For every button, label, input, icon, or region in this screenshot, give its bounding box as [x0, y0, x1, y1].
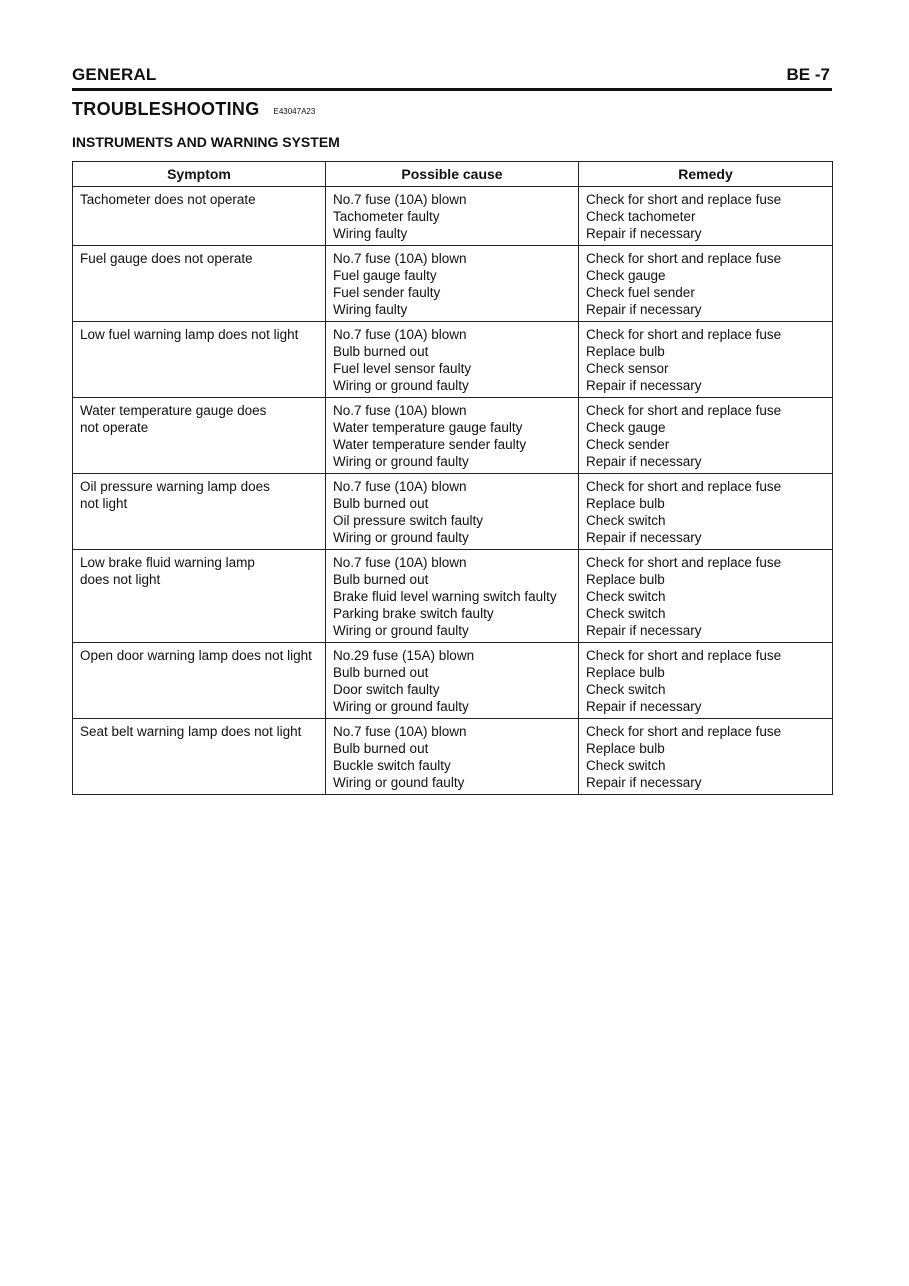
remedy-line: Check sensor — [586, 361, 669, 376]
section-subtitle: INSTRUMENTS AND WARNING SYSTEM — [72, 134, 340, 150]
troubleshooting-table — [72, 161, 833, 795]
remedy-line: Replace bulb — [586, 344, 665, 359]
column-header-remedy: Remedy — [579, 162, 833, 187]
remedy-line: Repair if necessary — [586, 623, 702, 638]
remedy-line: Check switch — [586, 513, 666, 528]
symptom-line: Oil pressure warning lamp does — [80, 479, 270, 494]
cause-line: No.7 fuse (10A) blown — [333, 403, 467, 418]
cause-line: No.7 fuse (10A) blown — [333, 327, 467, 342]
page-number: BE -7 — [786, 65, 830, 84]
remedy-line: Check for short and replace fuse — [586, 327, 782, 342]
remedy-line: Check switch — [586, 589, 666, 604]
remedy-cell — [579, 398, 833, 474]
symptom-cell — [73, 474, 326, 550]
cause-line: Wiring or ground faulty — [333, 530, 469, 545]
remedy-line: Replace bulb — [586, 572, 665, 587]
remedy-cell — [579, 643, 833, 719]
cause-line: Wiring or ground faulty — [333, 378, 469, 393]
remedy-line: Replace bulb — [586, 496, 665, 511]
table-row — [73, 322, 833, 398]
cause-cell — [326, 474, 579, 550]
remedy-line: Check gauge — [586, 420, 666, 435]
remedy-line: Check tachometer — [586, 209, 696, 224]
remedy-line: Check switch — [586, 758, 666, 773]
symptom-line: Water temperature gauge does — [80, 403, 267, 418]
cause-cell — [326, 643, 579, 719]
symptom-line: does not light — [80, 572, 161, 587]
remedy-line: Check for short and replace fuse — [586, 648, 782, 663]
cause-line: No.7 fuse (10A) blown — [333, 555, 467, 570]
remedy-line: Check fuel sender — [586, 285, 695, 300]
table-row — [73, 187, 833, 246]
cause-cell — [326, 550, 579, 643]
cause-line: Buckle switch faulty — [333, 758, 451, 773]
symptom-cell — [73, 719, 326, 795]
cause-line: Water temperature gauge faulty — [333, 420, 523, 435]
remedy-line: Check gauge — [586, 268, 666, 283]
remedy-line: Check for short and replace fuse — [586, 724, 782, 739]
table-row — [73, 550, 833, 643]
cause-line: No.7 fuse (10A) blown — [333, 724, 467, 739]
symptom-cell — [73, 322, 326, 398]
symptom-cell — [73, 550, 326, 643]
cause-line: Wiring faulty — [333, 302, 408, 317]
remedy-cell — [579, 246, 833, 322]
symptom-cell — [73, 643, 326, 719]
column-header-symptom: Symptom — [73, 162, 326, 187]
symptom-cell — [73, 187, 326, 246]
page-header — [72, 64, 832, 91]
symptom-line: Low fuel warning lamp does not light — [80, 327, 299, 342]
remedy-line: Repair if necessary — [586, 699, 702, 714]
symptom-line: Seat belt warning lamp does not light — [80, 724, 302, 739]
title-code: E43047A23 — [273, 107, 316, 116]
remedy-cell — [579, 187, 833, 246]
remedy-cell — [579, 719, 833, 795]
cause-line: Wiring or ground faulty — [333, 699, 469, 714]
cause-line: Brake fluid level warning switch faulty — [333, 589, 557, 604]
symptom-line: not light — [80, 496, 128, 511]
section-title: GENERAL — [72, 65, 157, 84]
remedy-cell — [579, 550, 833, 643]
symptom-cell — [73, 246, 326, 322]
remedy-cell — [579, 474, 833, 550]
cause-line: Tachometer faulty — [333, 209, 440, 224]
table-row — [73, 398, 833, 474]
remedy-line: Repair if necessary — [586, 378, 702, 393]
table-row — [73, 643, 833, 719]
cause-line: Door switch faulty — [333, 682, 440, 697]
cause-line: No.29 fuse (15A) blown — [333, 648, 475, 663]
remedy-line: Replace bulb — [586, 741, 665, 756]
cause-line: Bulb burned out — [333, 496, 429, 511]
remedy-line: Check for short and replace fuse — [586, 555, 782, 570]
symptom-line: Fuel gauge does not operate — [80, 251, 253, 266]
cause-line: Wiring or ground faulty — [333, 623, 469, 638]
remedy-line: Repair if necessary — [586, 226, 702, 241]
cause-line: Bulb burned out — [333, 572, 429, 587]
symptom-line: Low brake fluid warning lamp — [80, 555, 255, 570]
table-body — [73, 187, 833, 795]
remedy-line: Repair if necessary — [586, 454, 702, 469]
cause-line: Bulb burned out — [333, 665, 429, 680]
cause-cell — [326, 398, 579, 474]
symptom-line: Open door warning lamp does not light — [80, 648, 312, 663]
remedy-line: Check for short and replace fuse — [586, 403, 782, 418]
title-text: TROUBLESHOOTING — [72, 99, 260, 119]
symptom-cell — [73, 398, 326, 474]
cause-line: No.7 fuse (10A) blown — [333, 192, 467, 207]
remedy-line: Check switch — [586, 606, 666, 621]
cause-line: Fuel level sensor faulty — [333, 361, 472, 376]
cause-line: Parking brake switch faulty — [333, 606, 494, 621]
cause-line: Wiring or gound faulty — [333, 775, 465, 790]
remedy-line: Check sender — [586, 437, 670, 452]
table-row — [73, 719, 833, 795]
table-row — [73, 246, 833, 322]
remedy-cell — [579, 322, 833, 398]
cause-line: No.7 fuse (10A) blown — [333, 479, 467, 494]
cause-line: Wiring or ground faulty — [333, 454, 469, 469]
cause-line: Water temperature sender faulty — [333, 437, 527, 452]
remedy-line: Check switch — [586, 682, 666, 697]
table-row — [73, 474, 833, 550]
cause-cell — [326, 322, 579, 398]
cause-line: Bulb burned out — [333, 344, 429, 359]
remedy-line: Check for short and replace fuse — [586, 479, 782, 494]
remedy-line: Check for short and replace fuse — [586, 192, 782, 207]
cause-line: Oil pressure switch faulty — [333, 513, 484, 528]
remedy-line: Replace bulb — [586, 665, 665, 680]
cause-cell — [326, 246, 579, 322]
remedy-line: Repair if necessary — [586, 530, 702, 545]
remedy-line: Repair if necessary — [586, 302, 702, 317]
column-header-cause: Possible cause — [326, 162, 579, 187]
cause-line: Bulb burned out — [333, 741, 429, 756]
page-title — [72, 99, 315, 120]
remedy-line: Check for short and replace fuse — [586, 251, 782, 266]
cause-cell — [326, 719, 579, 795]
cause-cell — [326, 187, 579, 246]
symptom-line: Tachometer does not operate — [80, 192, 256, 207]
cause-line: Fuel gauge faulty — [333, 268, 437, 283]
cause-line: Wiring faulty — [333, 226, 408, 241]
cause-line: No.7 fuse (10A) blown — [333, 251, 467, 266]
table-header-row — [73, 162, 833, 187]
remedy-line: Repair if necessary — [586, 775, 702, 790]
symptom-line: not operate — [80, 420, 149, 435]
cause-line: Fuel sender faulty — [333, 285, 441, 300]
